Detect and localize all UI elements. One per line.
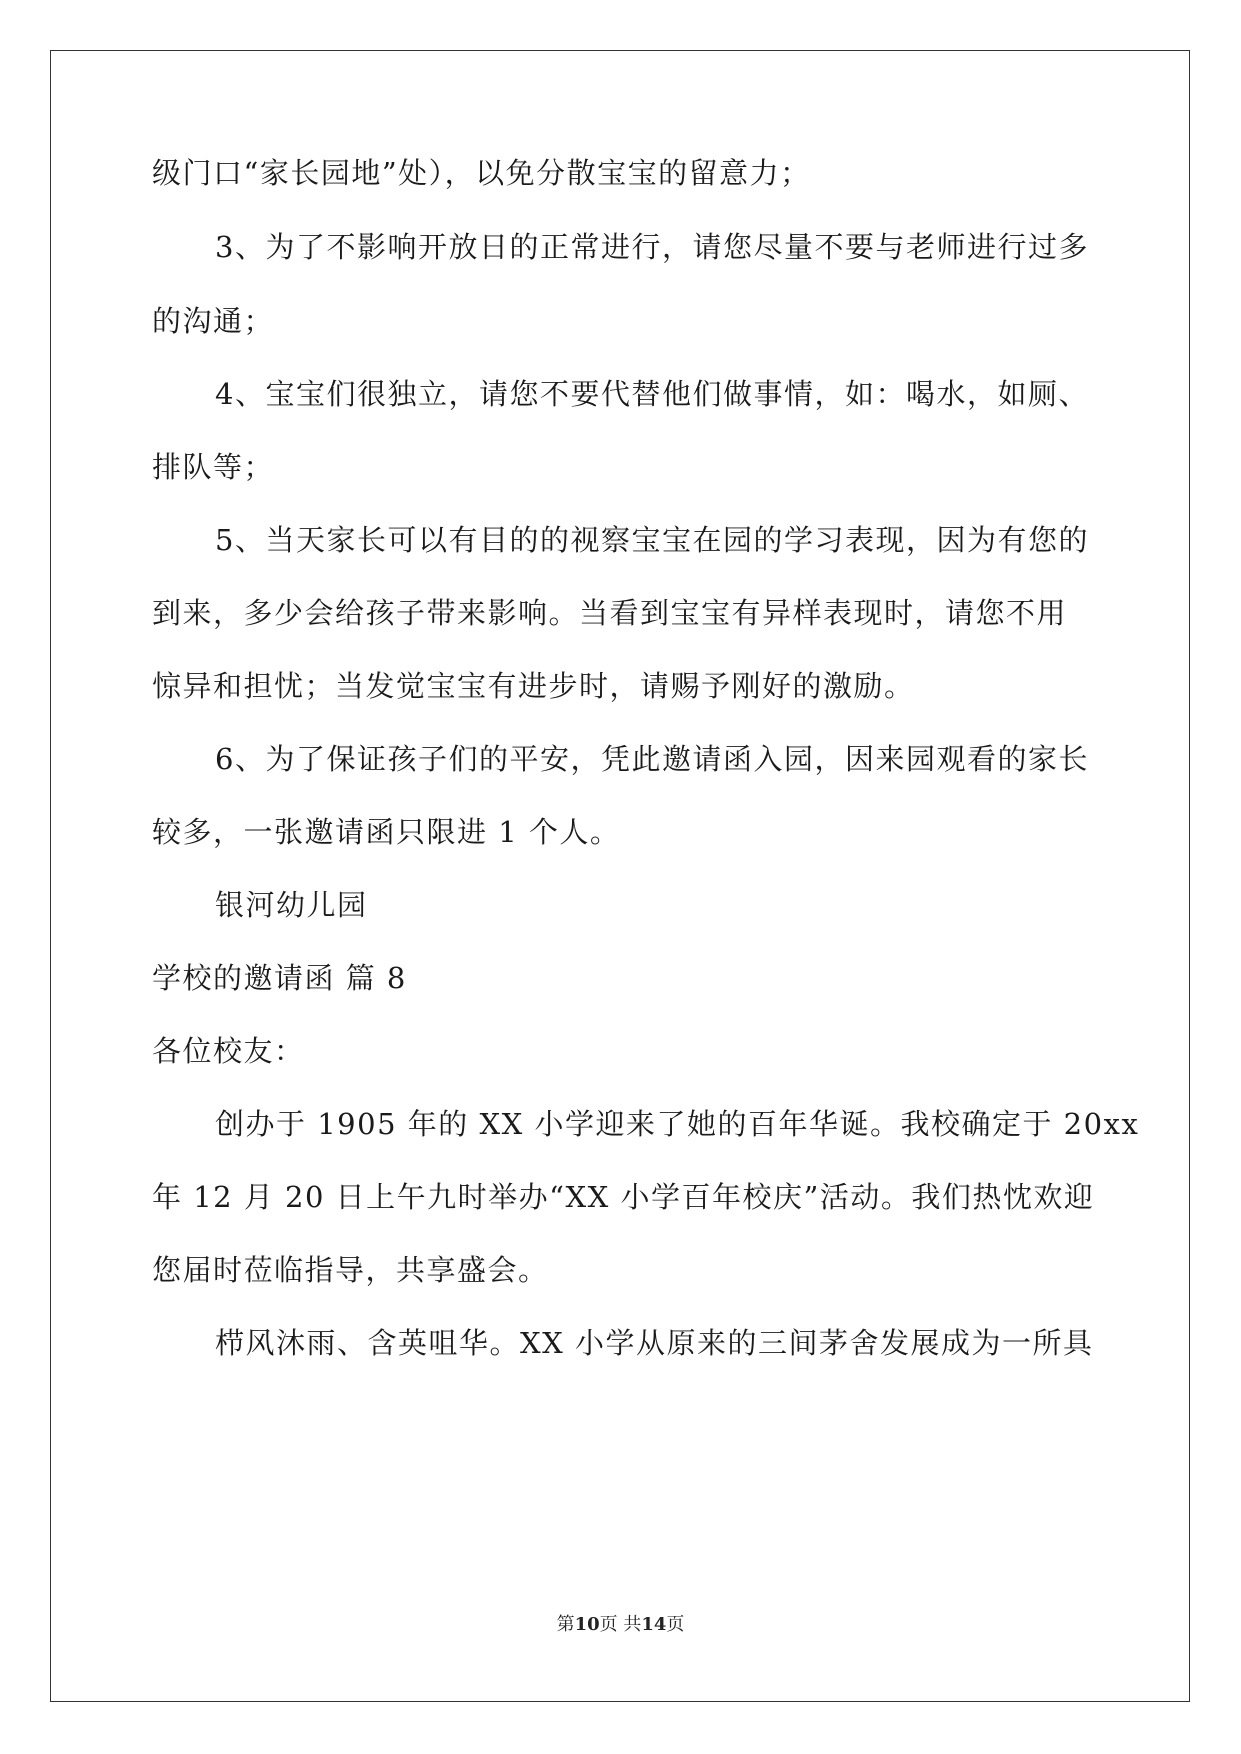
text-line: 4、宝宝们很独立，请您不要代替他们做事情，如：喝水，如厕、	[215, 377, 1089, 411]
text-line: 的沟通；	[152, 304, 275, 338]
text-line: 5、当天家长可以有目的的视察宝宝在园的学习表现，因为有您的	[215, 523, 1089, 557]
text-line: 较多，一张邀请函只限进 1 个人。	[152, 815, 621, 849]
footer-suffix: 页	[666, 1614, 685, 1635]
page-footer	[0, 1610, 1241, 1636]
section-heading: 学校的邀请函 篇 8	[152, 961, 407, 995]
page-border	[50, 50, 1190, 1702]
text-line: 栉风沐雨、含英咀华。XX 小学从原来的三间茅舍发展成为一所具	[215, 1326, 1094, 1360]
footer-middle: 页 共	[599, 1614, 642, 1635]
signature-line: 银河幼儿园	[215, 888, 368, 922]
text-line: 惊异和担忧；当发觉宝宝有进步时，请赐予刚好的激励。	[152, 669, 915, 703]
current-page-number: 10	[574, 1614, 600, 1635]
text-line: 创办于 1905 年的 XX 小学迎来了她的百年华诞。我校确定于 20xx	[215, 1107, 1140, 1141]
salutation: 各位校友：	[152, 1034, 305, 1068]
text-line: 排队等；	[152, 450, 275, 484]
footer-prefix: 第	[556, 1614, 575, 1635]
text-line: 到来，多少会给孩子带来影响。当看到宝宝有异样表现时，请您不用	[152, 596, 1068, 630]
text-line: 级门口“家长园地”处），以免分散宝宝的留意力；	[152, 156, 811, 190]
text-line: 您届时莅临指导，共享盛会。	[152, 1253, 549, 1287]
total-page-number: 14	[641, 1614, 667, 1635]
text-line: 6、为了保证孩子们的平安，凭此邀请函入园，因来园观看的家长	[215, 742, 1089, 776]
text-line: 年 12 月 20 日上午九时举办“XX 小学百年校庆”活动。我们热忱欢迎	[152, 1180, 1095, 1214]
text-line: 3、为了不影响开放日的正常进行，请您尽量不要与老师进行过多	[215, 230, 1089, 264]
